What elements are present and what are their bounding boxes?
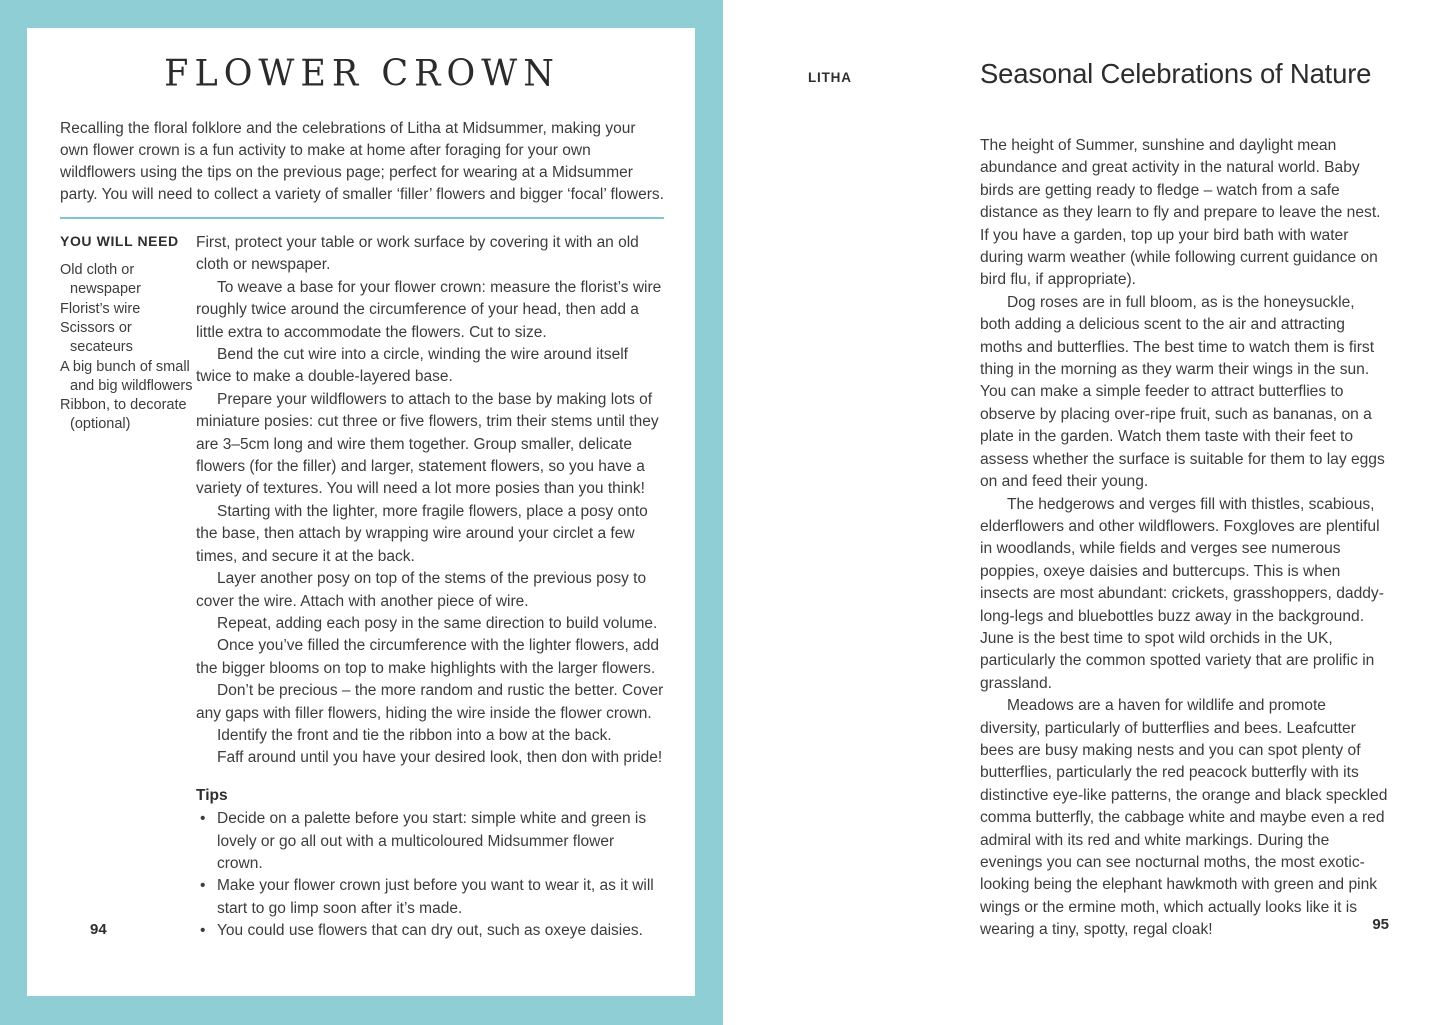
instruction-paragraph: To weave a base for your flower crown: measure the florist’s wire roughly twice around the circumference of your head, then add a little extra to accommodate the flowers. Cut to size.	[196, 278, 662, 341]
right-page	[723, 0, 1445, 1025]
tip-item: • Decide on a palette before you start: simple white and green is lovely or go all out with a multicoloured Midsummer flower crown.	[196, 808, 664, 875]
tip-item: • You could use flowers that can dry out, such as oxeye daisies.	[196, 920, 664, 942]
instruction-paragraph: Don’t be precious – the more random and rustic the better. Cover any gaps with filler flowers, hiding the wire inside the flower crown.	[196, 682, 664, 722]
left-page	[27, 28, 695, 996]
instructions-column	[196, 232, 664, 943]
tip-item: • Make your flower crown just before you want to wear it, as it will start to go limp soon after it’s made.	[196, 875, 664, 920]
instruction-paragraph: Prepare your wildflowers to attach to the base by making lots of miniature posies: cut three or five flowers, trim their stems until they are 3–5cm long and wire them together. Group smaller, delicate flowers (for the filler) and larger, statement flowers, so you have a variety of textures. You will need a lot more posies than you think!	[196, 390, 659, 498]
instruction-paragraph: Repeat, adding each posy in the same direction to build volume.	[217, 614, 658, 632]
tips-heading: Tips	[196, 786, 228, 804]
supply-list-item: Old cloth or newspaper	[60, 262, 141, 297]
body-paragraph: Meadows are a haven for wildlife and promote diversity, particularly of butterflies and bees. Leafcutter bees are busy making nests and you can spot plenty of butterflies, particularly the red peacock butterfly with its distinctive eye-like patterns, the orange and black speckled comma butterfly, the cabbage white and maybe even a red admiral with its red and white markings. During the evenings you can see nocturnal moths, the most exotic-looking being the elephant hawkmoth with green and pink wings or the ermine moth, which actually looks like it is wearing a tiny, spotty, regal cloak!	[980, 697, 1388, 939]
you-will-need-column	[60, 232, 196, 943]
you-will-need-heading: YOU WILL NEED	[60, 233, 179, 249]
page-title: FLOWER CROWN	[164, 53, 560, 95]
intro-paragraph: Recalling the floral folklore and the celebrations of Litha at Midsummer, making your own flower crown is a fun activity to make at home after foraging for your own wildflowers using the tips on the previous page; perfect for wearing at a Midsummer party. You will need to collect a variety of smaller ‘filler’ flowers and bigger ‘focal’ flowers.	[60, 120, 664, 203]
instruction-paragraph: Faff around until you have your desired look, then don with pride!	[217, 749, 663, 767]
two-column-layout	[60, 232, 664, 943]
chapter-title: Seasonal Celebrations of Nature	[980, 58, 1372, 89]
section-divider-rule	[60, 217, 664, 219]
body-paragraph: The hedgerows and verges fill with thistles, scabious, elderflowers and other wildflowers. Foxgloves are plentiful in woodlands, while fields and verges see numerous poppies, oxeye daisies and buttercups. This is when insects are most abundant: crickets, grasshoppers, daddy-long-legs and bluebottles buzz away in the background. June is the best time to spot wild orchids in the UK, particularly the common spotted variety that are prolific in grassland.	[980, 495, 1384, 692]
body-paragraph: The height of Summer, sunshine and daylight mean abundance and great activity in the natural world. Baby birds are getting ready to fledge – watch from a safe distance as they learn to fly and prepare to leave the nest. If you have a garden, top up your bird bath with water during warm weather (while following current guidance on bird flu, if appropriate).	[980, 137, 1381, 289]
section-kicker-litha: LITHA	[808, 70, 852, 85]
right-page-body	[980, 135, 1389, 942]
supply-list-item: Florist’s wire	[60, 300, 141, 317]
left-page-content	[60, 28, 664, 996]
instruction-paragraph: First, protect your table or work surface by covering it with an old cloth or newspaper.	[196, 234, 639, 274]
instruction-paragraph: Identify the front and tie the ribbon into a bow at the back.	[217, 726, 612, 744]
supply-list-item: Scissors or secateurs	[60, 320, 133, 355]
instruction-paragraph: Layer another posy on top of the stems of the previous posy to cover the wire. Attach with another piece of wire.	[196, 570, 647, 610]
instruction-paragraph: Starting with the lighter, more fragile flowers, place a posy onto the base, then attach by wrapping wire around your circlet a few times, and secure it at the back.	[196, 502, 648, 565]
page-number-left: 94	[90, 921, 107, 938]
body-paragraph: Dog roses are in full bloom, as is the honeysuckle, both adding a delicious scent to the air and attracting moths and butterflies. The best time to watch them is first thing in the morning as they warm their wings in the sun. You can make a simple feeder to attract butterflies to observe by placing over-ripe fruit, such as bananas, on a plate in the garden. Watch them taste with their feet to assess whether the surface is suitable for them to lay eggs on and feed their young.	[980, 293, 1385, 491]
instruction-paragraph: Once you’ve filled the circumference with the lighter flowers, add the bigger blooms on top to make highlights with the larger flowers.	[196, 637, 659, 677]
tips-section	[196, 785, 664, 943]
page-number-right: 95	[1372, 916, 1389, 933]
supply-list-item: A big bunch of small and big wildflowers	[60, 358, 193, 394]
instruction-paragraph: Bend the cut wire into a circle, winding the wire around itself twice to make a double-layered base.	[196, 346, 628, 386]
tips-list	[196, 808, 664, 942]
supply-list-item: Ribbon, to decorate (optional)	[60, 397, 187, 432]
